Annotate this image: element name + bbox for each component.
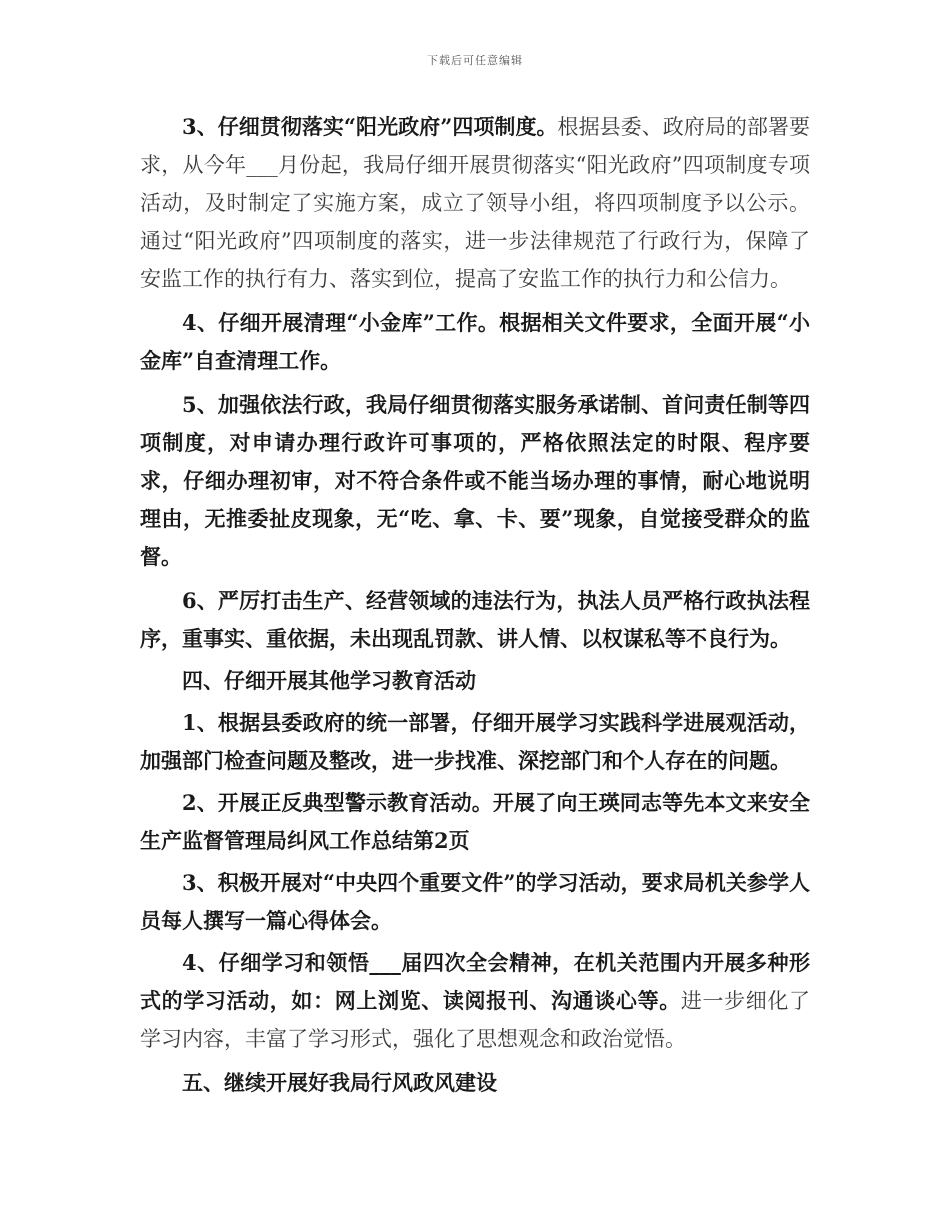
paragraph-small-treasury: 4、仔细开展清理“小金库”工作。根据相关文件要求，全面开展“小金库”自查清理工作。	[140, 310, 810, 373]
paragraph-sunshine-government	[140, 108, 810, 298]
paragraph-heading: 3、仔细贯彻落实“阳光政府”四项制度。	[182, 114, 558, 139]
paragraph-text: 根据县委、政府局的部署要求，从今年___月份起，我局仔细开展贯彻落实“阳光政府”四项制度专项活动，及时制定了实施方案，成立了领导小组，将四项制度予以公示。通过“阳光政府”四项制度的落实，进一步法律规范了行政行为，保障了安监工作的执行有力、落实到位，提高了安监工作的执行力和公信力。	[140, 115, 810, 291]
paragraph-scientific-development: 1、根据县委政府的统一部署，仔细开展学习实践科学进展观活动，加强部门检查问题及整改，进一步找准、深挖部门和个人存在的问题。	[140, 710, 810, 773]
page-header: 下载后可任意编辑	[427, 54, 523, 67]
paragraph-heading: 4、仔细学习和领悟___届四次全会精神，在机关范围内开展多种形式的学习活动，如：网上浏览、读阅报刊、沟通谈心等。	[140, 950, 810, 1013]
paragraph-crackdown: 6、严厉打击生产、经营领域的违法行为，执法人员严格行政执法程序，重事实、重依据，未出现乱罚款、讲人情、以权谋私等不良行为。	[140, 588, 810, 651]
paragraph-warning-education: 2、开展正反典型警示教育活动。开展了向王瑛同志等先本文来安全生产监督管理局纠风工作总结第2页	[140, 790, 810, 853]
paragraph-lawful-administration: 5、加强依法行政，我局仔细贯彻落实服务承诺制、首问责任制等四项制度，对申请办理行政许可事项的，严格依照法定的时限、程序要求，仔细办理初审，对不符合条件或不能当场办理的事情，耐心地说明理由，无推委扯皮现象，无“吃、拿、卡、要”现象，自觉接受群众的监督。	[140, 392, 810, 569]
paragraph-text: 进一步细化了学习内容，丰富了学习形式，强化了思想观念和政治觉悟。	[140, 989, 811, 1051]
document-body	[140, 108, 810, 1102]
section-heading-study-activities: 四、仔细开展其他学习教育活动	[182, 668, 476, 693]
paragraph-plenary-session	[140, 944, 810, 1058]
paragraph-central-documents: 3、积极开展对“中央四个重要文件”的学习活动，要求局机关参学人员每人撰写一篇心得体会。	[140, 870, 810, 933]
section-heading-conduct-building: 五、继续开展好我局行风政风建设	[182, 1070, 497, 1095]
